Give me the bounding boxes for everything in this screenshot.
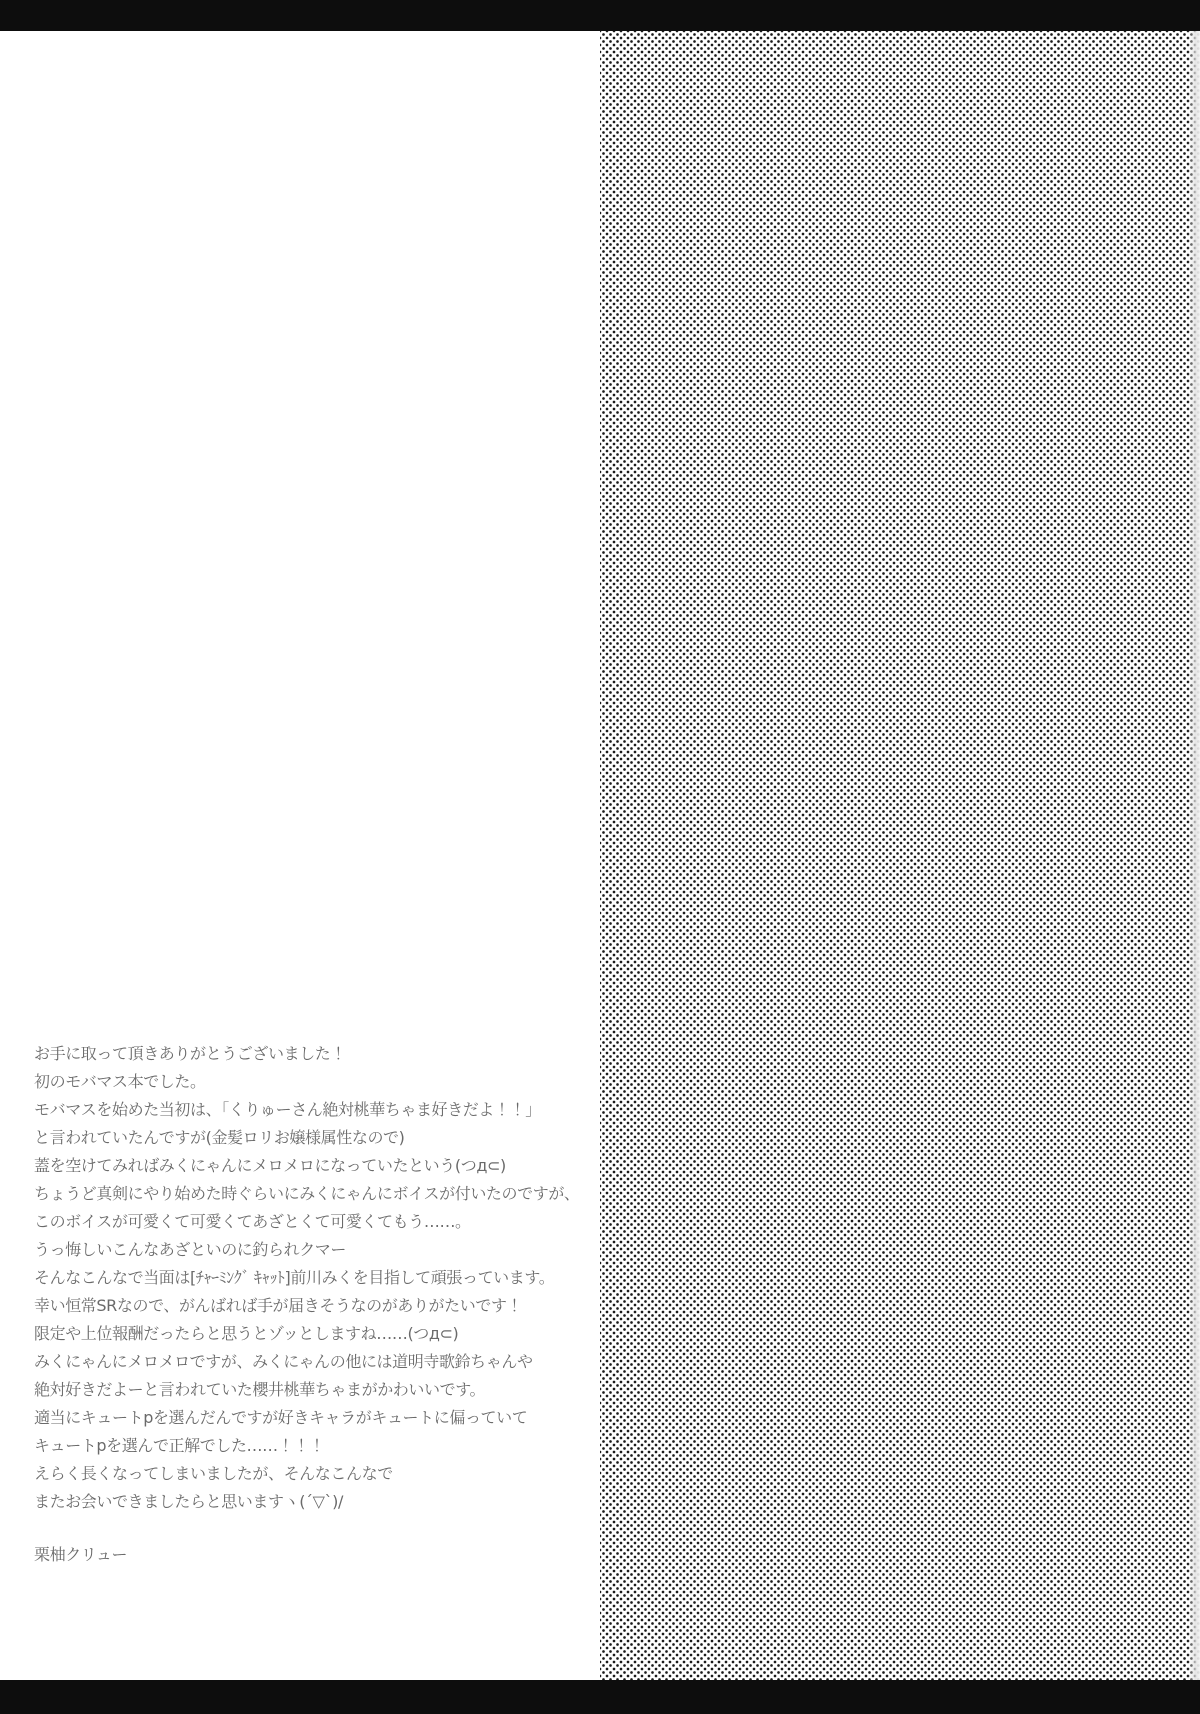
- afterword-line: ちょうど真剣にやり始めた時ぐらいにみくにゃんにボイスが付いたのですが、: [34, 1184, 580, 1203]
- page-scan-edge-fade: [1188, 31, 1200, 1680]
- afterword-line: 蓋を空けてみればみくにゃんにメロメロになっていたという(つд⊂): [34, 1156, 506, 1175]
- bottom-border-bar: [0, 1680, 1200, 1714]
- afterword-line: 初のモバマス本でした。: [34, 1072, 206, 1091]
- afterword-line: そんなこんなで当面は[ﾁｬｰﾐﾝｸﾞ ｷｬｯﾄ]前川みくを目指して頑張っています。: [34, 1268, 555, 1287]
- afterword-line: モバマスを始めた当初は、「くりゅーさん絶対桃華ちゃま好きだよ！！」: [34, 1100, 541, 1119]
- afterword-line: またお会いできましたらと思いますヽ(´▽`)/: [34, 1492, 343, 1511]
- halftone-tone-panel: [600, 31, 1200, 1680]
- top-border-bar: [0, 0, 1200, 31]
- afterword-line: 限定や上位報酬だったらと思うとゾッとしますね……(つд⊂): [34, 1324, 459, 1343]
- afterword-line: うっ悔しいこんなあざといのに釣られクマー: [34, 1240, 347, 1259]
- afterword-text-block: [34, 1040, 594, 1516]
- afterword-line: このボイスが可愛くて可愛くてあざとくて可愛くてもう……。: [34, 1212, 471, 1231]
- afterword-line: えらく長くなってしまいましたが、そんなこんなで: [34, 1464, 393, 1483]
- afterword-line: と言われていたんですが(金髪ロリお嬢様属性なので): [34, 1128, 405, 1147]
- afterword-line: 幸い恒常SRなので、がんばれば手が届きそうなのがありがたいです！: [34, 1296, 523, 1315]
- signature-author-name: 栗柚クリュー: [34, 1545, 128, 1564]
- afterword-line: 適当にキュートpを選んだんですが好きキャラがキュートに偏っていて: [34, 1408, 528, 1427]
- afterword-line: 絶対好きだよーと言われていた櫻井桃華ちゃまがかわいいです。: [34, 1380, 486, 1399]
- afterword-line: お手に取って頂きありがとうございました！: [34, 1044, 347, 1063]
- afterword-line: みくにゃんにメロメロですが、みくにゃんの他には道明寺歌鈴ちゃんや: [34, 1352, 533, 1371]
- afterword-line: キュートpを選んで正解でした……！！！: [34, 1436, 325, 1455]
